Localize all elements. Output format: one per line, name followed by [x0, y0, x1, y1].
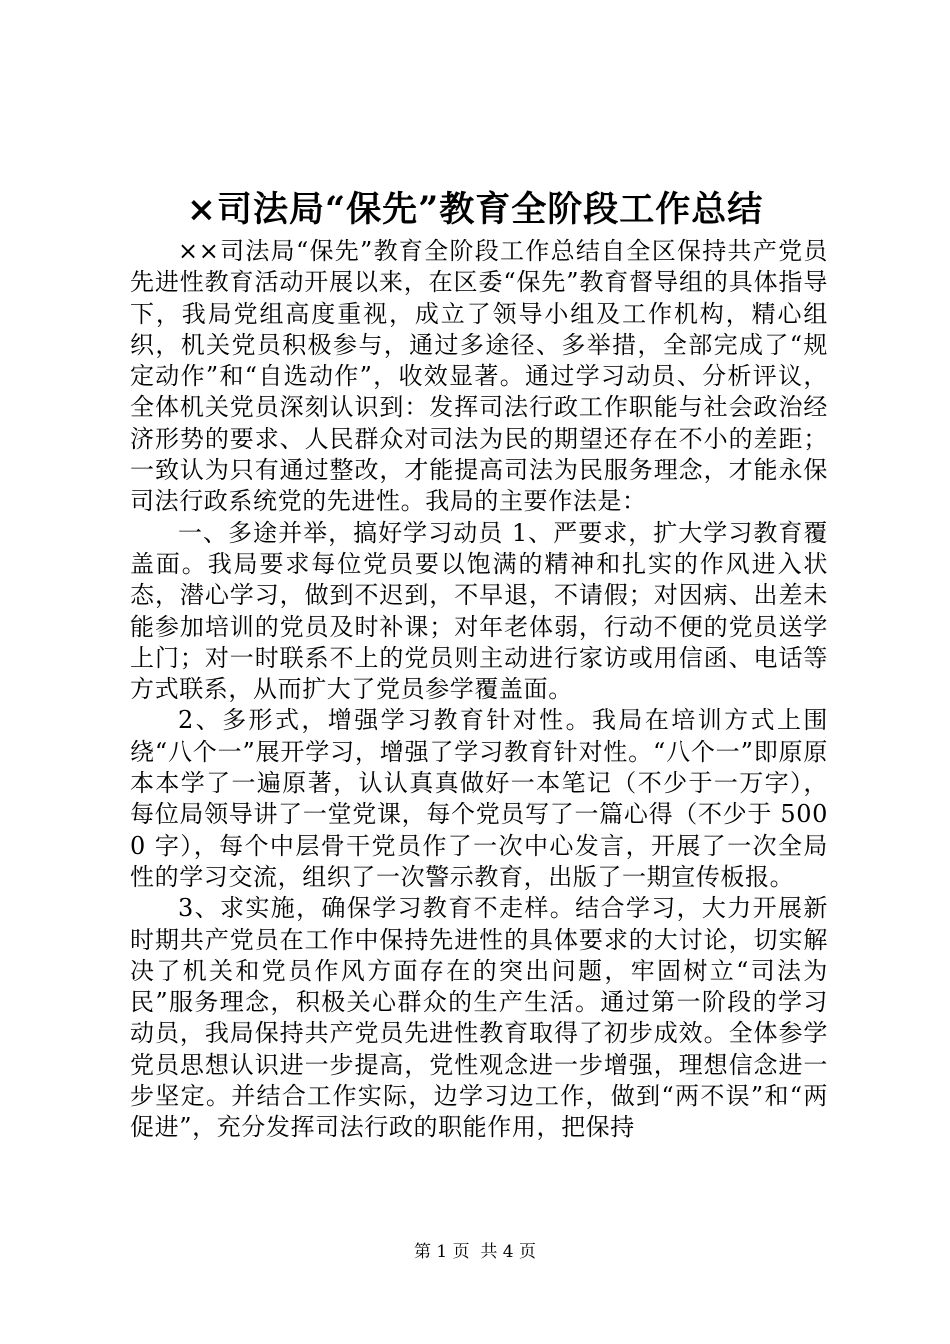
page-footer: 第 1 页 共 4 页: [413, 1242, 537, 1262]
document-title: ×司法局“保先”教育全阶段工作总结: [186, 189, 764, 230]
paragraph-section-1: 一、多途并举，搞好学习动员 1、严要求，扩大学习教育覆盖面。我局要求每位党员要以饱满的精神和扎实的作风进入状态，潜心学习，做到不迟到，不早退，不请假；对因病、出差未能参加培训的党员及时补课；对年老体弱，行动不便的党员送学上门；对一时联系不上的党员则主动进行家访或用信函、电话等方式联系，从而扩大了党员参学覆盖面。: [130, 518, 828, 704]
paragraph-section-3: 3、求实施，确保学习教育不走样。结合学习，大力开展新时期共产党员在工作中保持先进性的具体要求的大讨论，切实解决了机关和党员作风方面存在的突出问题，牢固树立“司法为民”服务理念，积极关心群众的生产生活。通过第一阶段的学习动员，我局保持共产党员先进性教育取得了初步成效。全体参学党员思想认识进一步提高，党性观念进一步增强，理想信念进一步坚定。并结合工作实际，边学习边工作，做到“两不误”和“两促进”，充分发挥司法行政的职能作用，把保持: [130, 894, 828, 1142]
paragraph-intro: ××司法局“保先”教育全阶段工作总结自全区保持共产党员先进性教育活动开展以来，在区委“保先”教育督导组的具体指导下，我局党组高度重视，成立了领导小组及工作机构，精心组织，机关党员积极参与，通过多途径、多举措，全部完成了“规定动作”和“自选动作”，收效显著。通过学习动员、分析评议，全体机关党员深刻认识到：发挥司法行政工作职能与社会政治经济形势的要求、人民群众对司法为民的期望还存在不小的差距；一致认为只有通过整改，才能提高司法为民服务理念，才能永保司法行政系统党的先进性。我局的主要作法是：: [130, 237, 828, 516]
document-body: [130, 236, 828, 1144]
paragraph-section-2: 2、多形式，增强学习教育针对性。我局在培训方式上围绕“八个一”展开学习，增强了学习教育针对性。“八个一”即原原本本学了一遍原著，认认真真做好一本笔记（不少于一万字），每位局领导讲了一堂党课，每个党员写了一篇心得（不少于 5000 字），每个中层骨干党员作了一次中心发言，开展了一次全局性的学习交流，组织了一次警示教育，出版了一期宣传板报。: [130, 706, 828, 891]
